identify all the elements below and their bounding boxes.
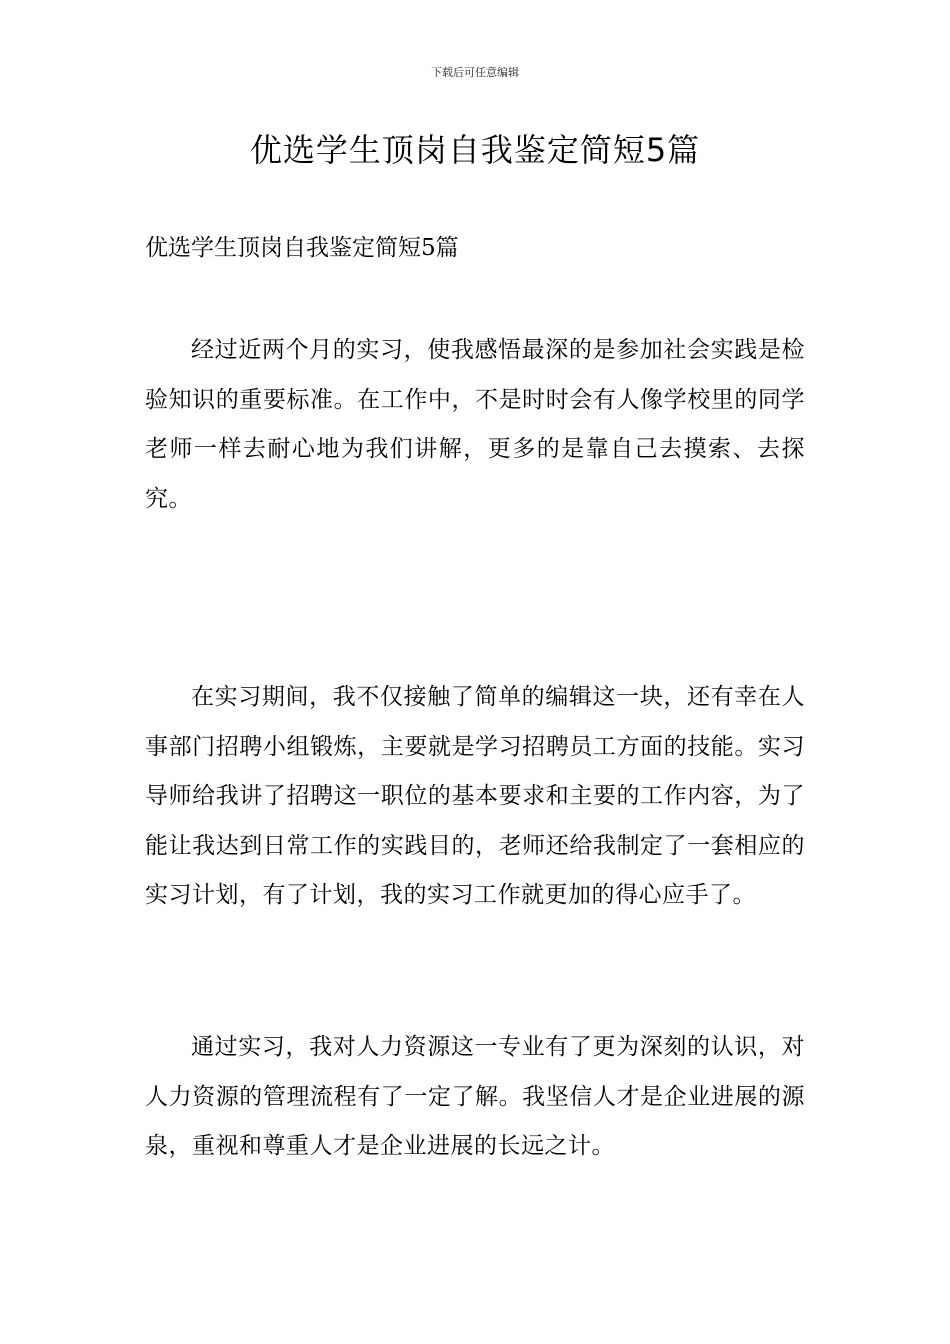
- header-note: 下载后可任意编辑: [431, 66, 519, 79]
- paragraph: 经过近两个月的实习，使我感悟最深的是参加社会实践是检验知识的重要标准。在工作中，不是时时会有人像学校里的同学老师一样去耐心地为我们讲解，更多的是靠自己去摸索、去探究。: [145, 337, 805, 512]
- paragraph: 在实习期间，我不仅接触了简单的编辑这一块，还有幸在人事部门招聘小组锻炼，主要就是学习招聘员工方面的技能。实习导师给我讲了招聘这一职位的基本要求和主要的工作内容，为了能让我达到日常工作的实践目的，老师还给我制定了一套相应的实习计划，有了计划，我的实习工作就更加的得心应手了。: [145, 684, 805, 908]
- document-subtitle: 优选学生顶岗自我鉴定简短5篇: [145, 235, 459, 261]
- document-title: 优选学生顶岗自我鉴定简短5篇: [249, 131, 701, 169]
- paragraph: 通过实习，我对人力资源这一专业有了更为深刻的认识，对人力资源的管理流程有了一定了解。我坚信人才是企业进展的源泉，重视和尊重人才是企业进展的长远之计。: [145, 1034, 805, 1159]
